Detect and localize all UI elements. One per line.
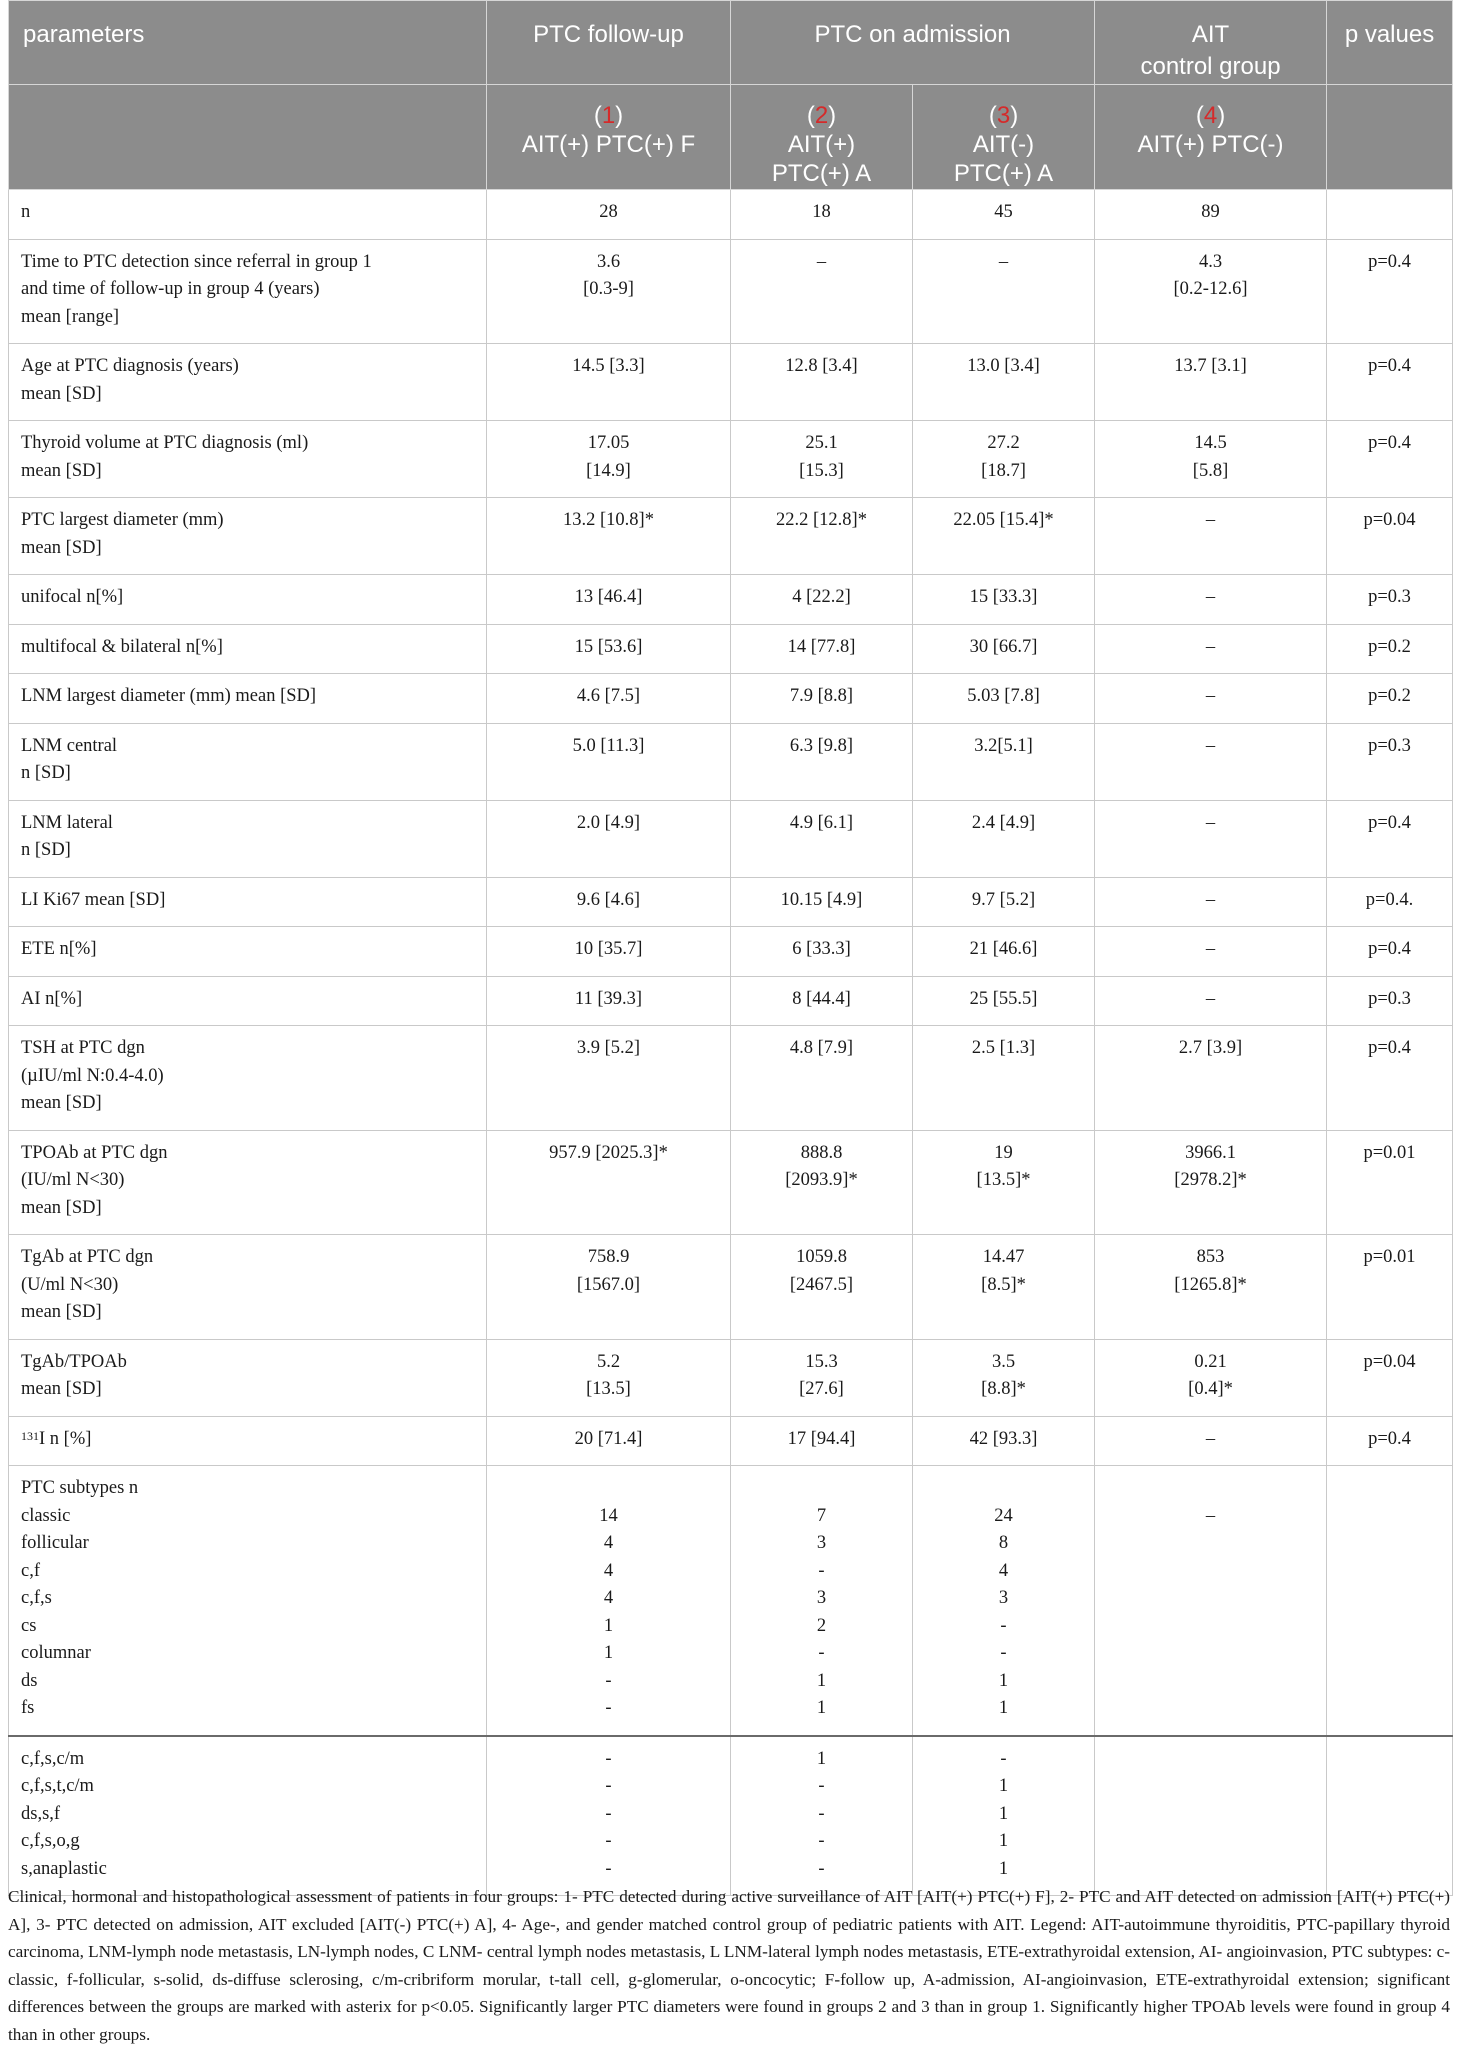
group-2-cell: –	[731, 239, 913, 344]
group-4-cell: 0.21 [0.4]*	[1095, 1339, 1327, 1416]
group-1-cell: 28	[487, 190, 731, 240]
group-1-cell: 15 [53.6]	[487, 624, 731, 674]
group-2-cell: 10.15 [4.9]	[731, 877, 913, 927]
group-number: (1)	[593, 102, 624, 129]
p-value-cell: p=0.4	[1327, 1026, 1453, 1131]
row-label: Time to PTC detection since referral in group 1 and time of follow-up in group 4 (years) mean [range]	[9, 239, 487, 344]
group-4-cell: –	[1095, 674, 1327, 724]
group-2-cell: 1059.8 [2467.5]	[731, 1235, 913, 1340]
table-row	[9, 1339, 1453, 1416]
row-label: ETE n[%]	[9, 927, 487, 977]
group-2-cell: 6 [33.3]	[731, 927, 913, 977]
group-2-cell: 8 [44.4]	[731, 976, 913, 1026]
group-label: AIT(-) PTC(+) A	[953, 131, 1054, 187]
group-3-cell: 9.7 [5.2]	[913, 877, 1095, 927]
group-1-cell: 13 [46.4]	[487, 575, 731, 625]
group-3-cell: 2.5 [1.3]	[913, 1026, 1095, 1131]
p-value-cell: p=0.04	[1327, 1339, 1453, 1416]
group-2-cell: 12.8 [3.4]	[731, 344, 913, 421]
group-3-cell: 22.05 [15.4]*	[913, 498, 1095, 575]
p-value-cell: p=0.4	[1327, 239, 1453, 344]
table-row	[9, 498, 1453, 575]
table-row	[9, 1416, 1453, 1466]
group-4-cell: 89	[1095, 190, 1327, 240]
group-label: AIT(+) PTC(+) F	[521, 131, 696, 158]
group-4-cell: –	[1095, 800, 1327, 877]
group-1-cell: 14.5 [3.3]	[487, 344, 731, 421]
group-label: AIT(+) PTC(-)	[1137, 131, 1284, 158]
row-label: Age at PTC diagnosis (years) mean [SD]	[9, 344, 487, 421]
table-row	[9, 723, 1453, 800]
row-label: TgAb at PTC dgn (U/ml N<30) mean [SD]	[9, 1235, 487, 1340]
table-row	[9, 927, 1453, 977]
group-1-cell: 5.0 [11.3]	[487, 723, 731, 800]
group-3-cell: 24 8 4 3 - - 1 1	[913, 1466, 1095, 1736]
header-parameters: parameters	[9, 1, 487, 85]
group-2-cell: 6.3 [9.8]	[731, 723, 913, 800]
group-4-cell: –	[1095, 877, 1327, 927]
row-label: LNM largest diameter (mm) mean [SD]	[9, 674, 487, 724]
p-value-cell: p=0.4	[1327, 344, 1453, 421]
group-3-header	[913, 85, 1095, 190]
table-row	[9, 800, 1453, 877]
group-number: (2)	[806, 102, 837, 129]
group-2-cell: 14 [77.8]	[731, 624, 913, 674]
group-4-header	[1095, 85, 1327, 190]
group-1-cell: 2.0 [4.9]	[487, 800, 731, 877]
group-header-row	[9, 85, 1453, 190]
group-3-cell: - 1 1 1 1	[913, 1736, 1095, 1896]
group-4-cell: –	[1095, 1466, 1327, 1736]
group-1-cell: 10 [35.7]	[487, 927, 731, 977]
table-row	[9, 190, 1453, 240]
p-value-cell: p=0.4.	[1327, 877, 1453, 927]
group-4-cell: –	[1095, 1416, 1327, 1466]
group-4-cell: 4.3 [0.2-12.6]	[1095, 239, 1327, 344]
group-3-cell: –	[913, 239, 1095, 344]
table-row	[9, 344, 1453, 421]
results-table	[8, 0, 1453, 1896]
group-1-cell: 4.6 [7.5]	[487, 674, 731, 724]
row-label: unifocal n[%]	[9, 575, 487, 625]
group-2-cell: 4.9 [6.1]	[731, 800, 913, 877]
table-row	[9, 575, 1453, 625]
p-value-cell: p=0.01	[1327, 1130, 1453, 1235]
group-4-cell: –	[1095, 976, 1327, 1026]
header-ptc-on-admission: PTC on admission	[731, 1, 1095, 85]
group-4-cell: –	[1095, 498, 1327, 575]
group-number: (4)	[1195, 102, 1226, 129]
header-p-values: p values	[1327, 1, 1453, 85]
group-4-cell: –	[1095, 927, 1327, 977]
group-1-cell: 3.6 [0.3-9]	[487, 239, 731, 344]
group-3-cell: 30 [66.7]	[913, 624, 1095, 674]
group-2-cell: 15.3 [27.6]	[731, 1339, 913, 1416]
group-3-cell: 42 [93.3]	[913, 1416, 1095, 1466]
group-3-cell: 3.5 [8.8]*	[913, 1339, 1095, 1416]
group-1-cell: 13.2 [10.8]*	[487, 498, 731, 575]
p-value-cell: p=0.2	[1327, 674, 1453, 724]
group-3-cell: 14.47 [8.5]*	[913, 1235, 1095, 1340]
group-1-header	[487, 85, 731, 190]
group-4-cell: –	[1095, 624, 1327, 674]
group-1-cell: 17.05 [14.9]	[487, 421, 731, 498]
table-row	[9, 1130, 1453, 1235]
group-2-cell: 25.1 [15.3]	[731, 421, 913, 498]
group-4-cell	[1095, 1736, 1327, 1896]
row-label: PTC subtypes n classic follicular c,f c,f,s cs columnar ds fs	[9, 1466, 487, 1736]
row-label: Thyroid volume at PTC diagnosis (ml) mean [SD]	[9, 421, 487, 498]
p-value-cell: p=0.4	[1327, 1416, 1453, 1466]
row-label: AI n[%]	[9, 976, 487, 1026]
row-label: TPOAb at PTC dgn (IU/ml N<30) mean [SD]	[9, 1130, 487, 1235]
row-label: c,f,s,c/m c,f,s,t,c/m ds,s,f c,f,s,o,g s,anaplastic	[9, 1736, 487, 1896]
group-1-cell: 5.2 [13.5]	[487, 1339, 731, 1416]
group-3-cell: 2.4 [4.9]	[913, 800, 1095, 877]
p-value-cell: p=0.4	[1327, 927, 1453, 977]
table-row	[9, 624, 1453, 674]
group-2-cell: 4 [22.2]	[731, 575, 913, 625]
row-label: LNM lateral n [SD]	[9, 800, 487, 877]
table-caption: Clinical, hormonal and histopathological assessment of patients in four groups: 1- PTC detected during active surveillance of AIT [AIT(+) PTC(+) F], 2- PTC and AIT detected on admission [AIT(+) PTC(+) A], 3- PTC detected on admission, AIT excluded [AIT(-) PTC(+) A], 4- Age-, and gender matched control group of pediatric patients with AIT. Legend: AIT-autoimmune thyroiditis, PTC-papillary thyroid carcinoma, LNM-lymph node metastasis, LN-lymph nodes, C LNM- central lymph nodes metastasis, L LNM-lateral lymph nodes metastasis, ETE-extrathyroidal extension, AI- angioinvasion, PTC subtypes: c-classic, f-follicular, s-solid, ds-diffuse sclerosing, c/m-cribriform morular, t-tall cell, g-glomerular, o-oncocytic; F-follow up, A-admission, AI-angioinvasion, ETE-extrathyroidal extension; significant differences between the groups are marked with asterix for p<0.05. Significantly larger PTC diameters were found in groups 2 and 3 than in group 1. Significantly higher TPOAb levels were found in group 4 than in other groups.	[8, 1887, 1450, 2044]
group-3-cell: 5.03 [7.8]	[913, 674, 1095, 724]
p-value-cell	[1327, 1466, 1453, 1736]
group-2-cell: 22.2 [12.8]*	[731, 498, 913, 575]
table-row	[9, 1736, 1453, 1896]
row-label: LNM central n [SD]	[9, 723, 487, 800]
p-value-cell: p=0.3	[1327, 723, 1453, 800]
group-4-cell: –	[1095, 575, 1327, 625]
group-1-cell: 758.9 [1567.0]	[487, 1235, 731, 1340]
group-2-cell: 7 3 - 3 2 - 1 1	[731, 1466, 913, 1736]
group-1-cell: 11 [39.3]	[487, 976, 731, 1026]
table-row	[9, 421, 1453, 498]
row-label: n	[9, 190, 487, 240]
group-header-p-empty	[1327, 85, 1453, 190]
group-4-cell: 853 [1265.8]*	[1095, 1235, 1327, 1340]
p-value-cell	[1327, 190, 1453, 240]
p-value-cell: p=0.01	[1327, 1235, 1453, 1340]
p-value-cell: p=0.4	[1327, 421, 1453, 498]
isotope-superscript: 131	[21, 1428, 39, 1443]
group-3-cell: 19 [13.5]*	[913, 1130, 1095, 1235]
group-2-cell: 888.8 [2093.9]*	[731, 1130, 913, 1235]
group-4-cell: –	[1095, 723, 1327, 800]
group-4-cell: 2.7 [3.9]	[1095, 1026, 1327, 1131]
row-label: multifocal & bilateral n[%]	[9, 624, 487, 674]
group-header-empty	[9, 85, 487, 190]
group-2-cell: 17 [94.4]	[731, 1416, 913, 1466]
group-1-cell: 957.9 [2025.3]*	[487, 1130, 731, 1235]
group-3-cell: 27.2 [18.7]	[913, 421, 1095, 498]
group-3-cell: 13.0 [3.4]	[913, 344, 1095, 421]
group-2-header	[731, 85, 913, 190]
header-ait-control-group: AIT control group	[1095, 1, 1327, 85]
group-2-cell: 1 - - - -	[731, 1736, 913, 1896]
group-3-cell: 3.2[5.1]	[913, 723, 1095, 800]
group-4-cell: 13.7 [3.1]	[1095, 344, 1327, 421]
group-2-cell: 4.8 [7.9]	[731, 1026, 913, 1131]
group-1-cell: 9.6 [4.6]	[487, 877, 731, 927]
p-value-cell: p=0.3	[1327, 575, 1453, 625]
table-row	[9, 1026, 1453, 1131]
group-number: (3)	[988, 102, 1019, 129]
group-1-cell: - - - - -	[487, 1736, 731, 1896]
group-4-cell: 14.5 [5.8]	[1095, 421, 1327, 498]
group-3-cell: 21 [46.6]	[913, 927, 1095, 977]
p-value-cell	[1327, 1736, 1453, 1896]
group-number-value: 1	[601, 102, 616, 129]
row-label: TSH at PTC dgn (µIU/ml N:0.4-4.0) mean [SD]	[9, 1026, 487, 1131]
group-1-cell: 20 [71.4]	[487, 1416, 731, 1466]
group-2-cell: 18	[731, 190, 913, 240]
header-row	[9, 1, 1453, 85]
p-value-cell: p=0.04	[1327, 498, 1453, 575]
group-1-cell: 14 4 4 4 1 1 - -	[487, 1466, 731, 1736]
group-number-value: 3	[996, 102, 1011, 129]
group-3-cell: 45	[913, 190, 1095, 240]
table-row	[9, 1466, 1453, 1736]
p-value-cell: p=0.4	[1327, 800, 1453, 877]
table-row	[9, 239, 1453, 344]
group-4-cell: 3966.1 [2978.2]*	[1095, 1130, 1327, 1235]
table-row	[9, 976, 1453, 1026]
row-label: TgAb/TPOAb mean [SD]	[9, 1339, 487, 1416]
row-label: PTC largest diameter (mm) mean [SD]	[9, 498, 487, 575]
row-label: $^{131}$I n [%]	[9, 1416, 487, 1466]
group-3-cell: 15 [33.3]	[913, 575, 1095, 625]
group-label: AIT(+) PTC(+) A	[771, 131, 872, 187]
table-body	[9, 190, 1453, 1896]
p-value-cell: p=0.2	[1327, 624, 1453, 674]
group-3-cell: 25 [55.5]	[913, 976, 1095, 1026]
group-number-value: 4	[1203, 102, 1218, 129]
group-1-cell: 3.9 [5.2]	[487, 1026, 731, 1131]
group-number-value: 2	[814, 102, 829, 129]
group-2-cell: 7.9 [8.8]	[731, 674, 913, 724]
table-row	[9, 674, 1453, 724]
header-ptc-follow-up: PTC follow-up	[487, 1, 731, 85]
row-label: LI Ki67 mean [SD]	[9, 877, 487, 927]
table-row	[9, 1235, 1453, 1340]
table-row	[9, 877, 1453, 927]
p-value-cell: p=0.3	[1327, 976, 1453, 1026]
